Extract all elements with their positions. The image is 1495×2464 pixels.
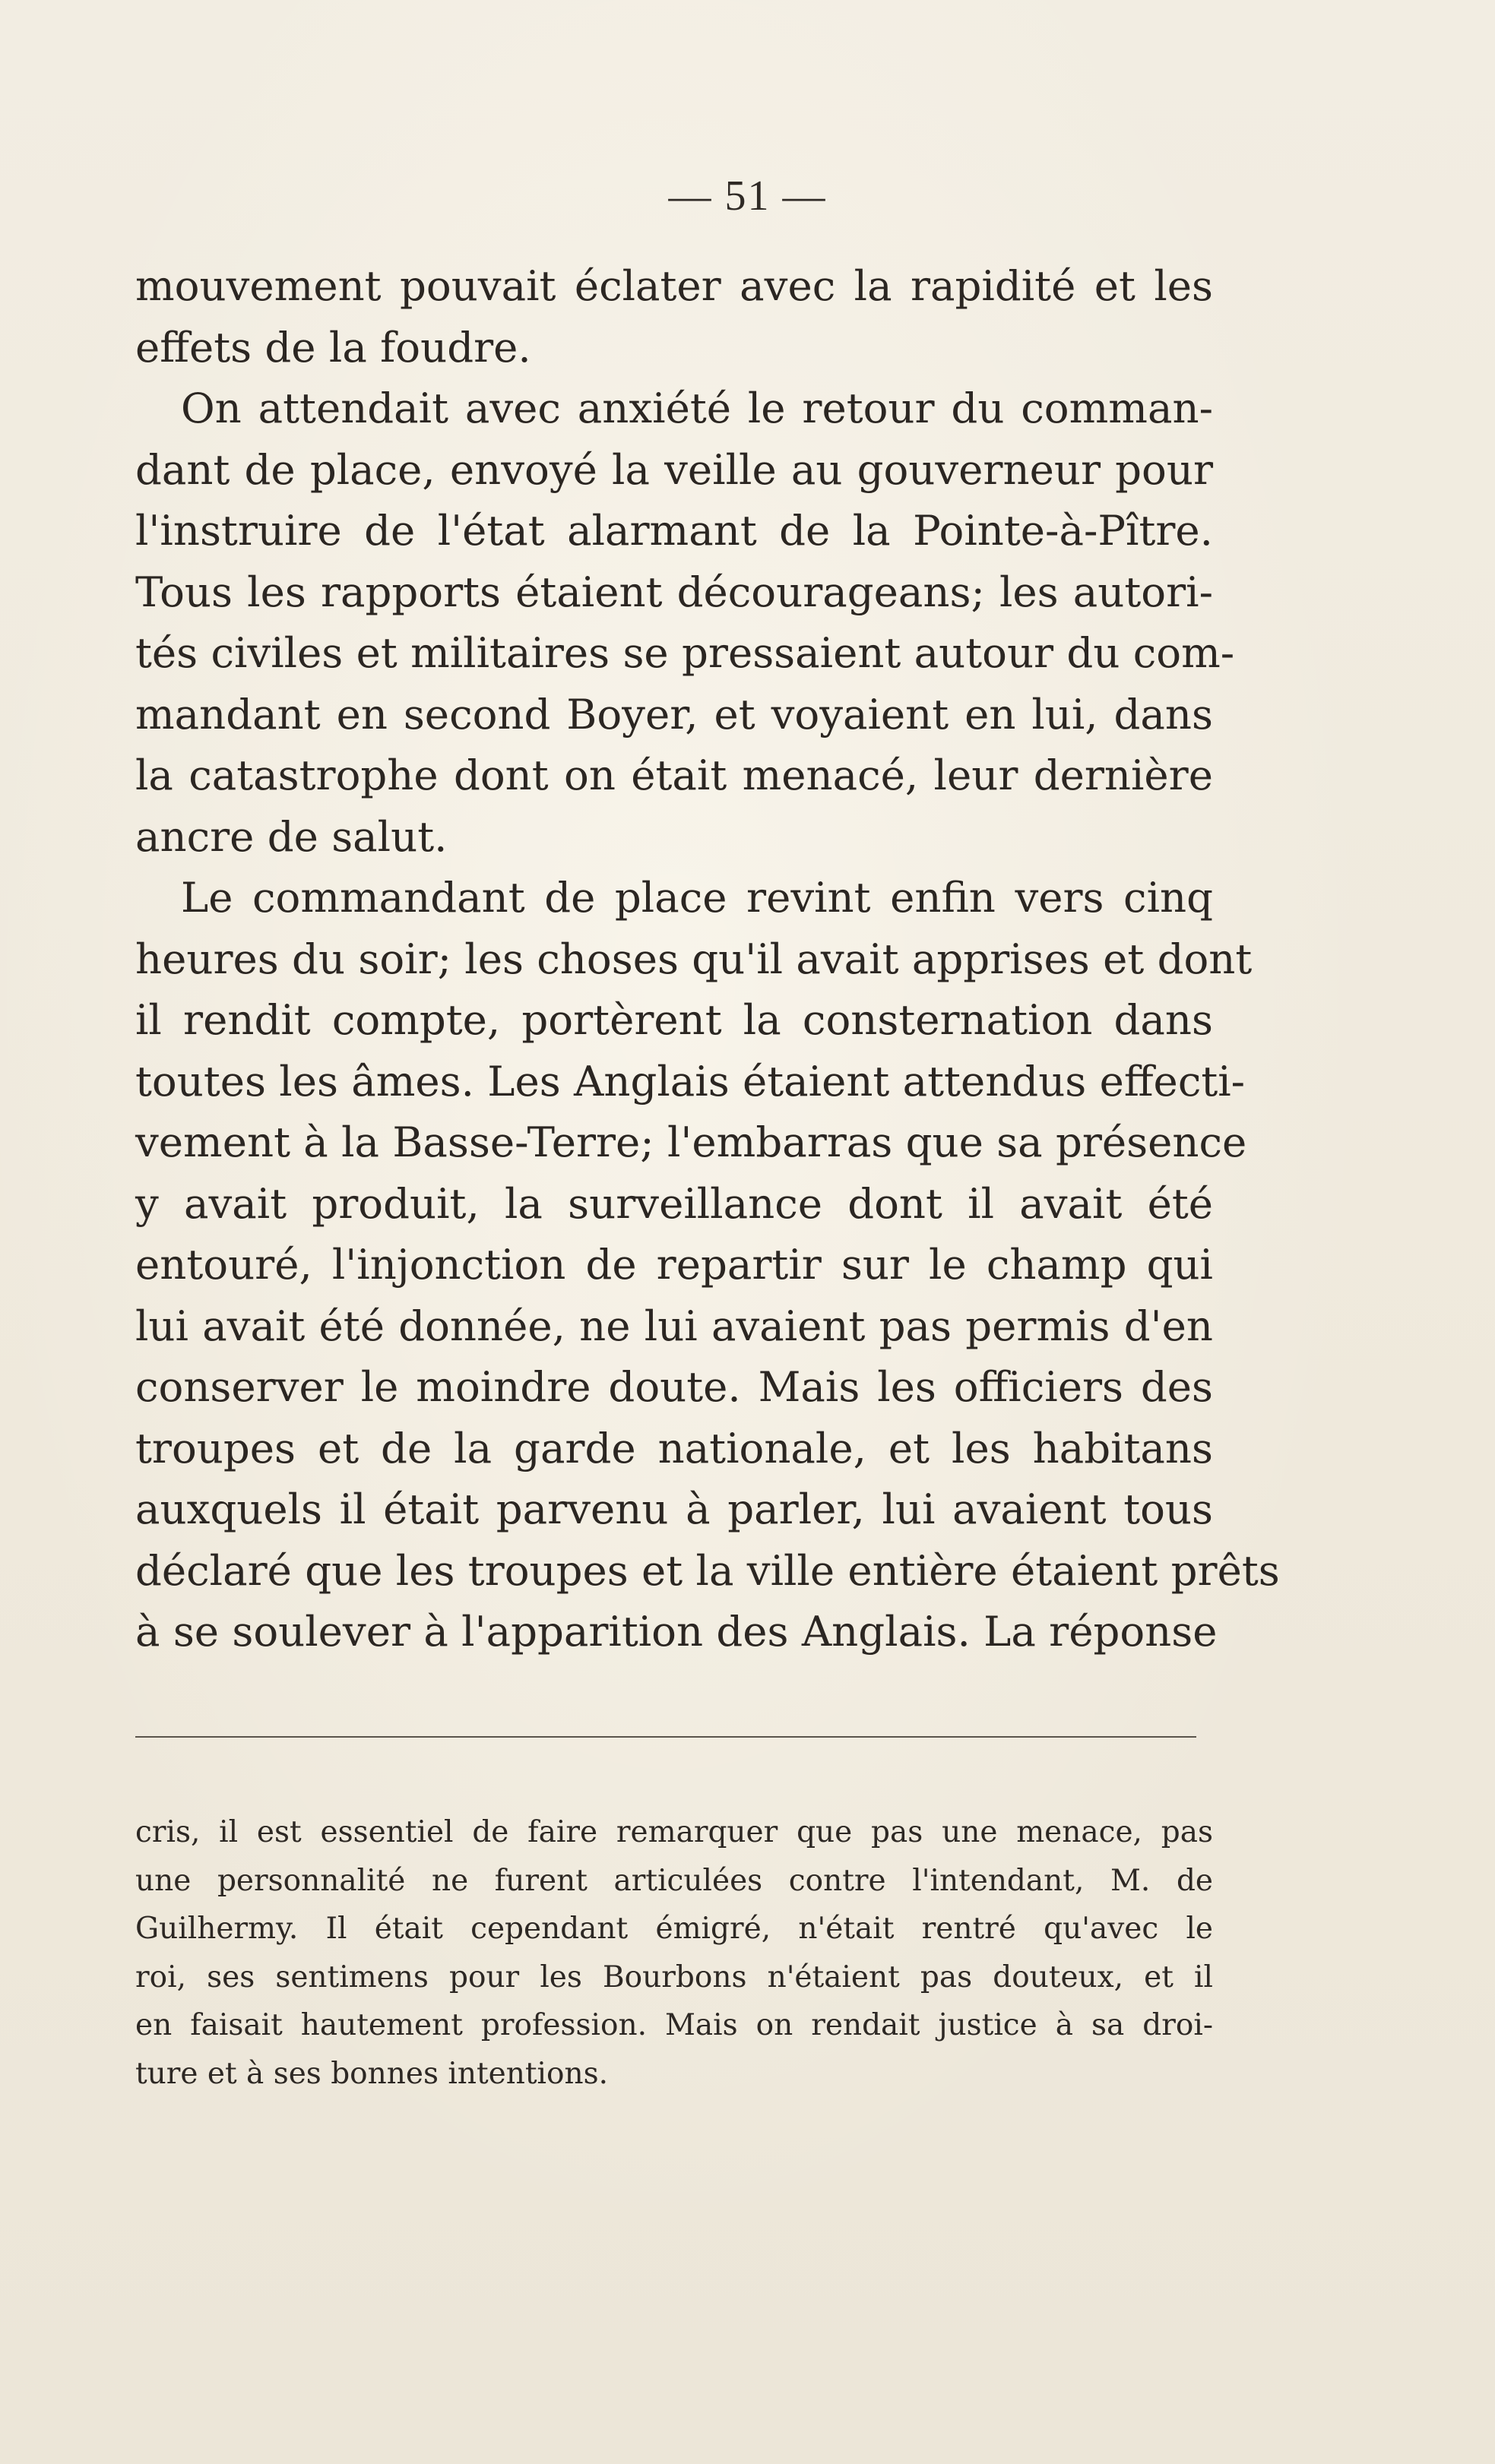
body-line: tés civiles et militaires se pressaient autour du com- [135,628,1235,677]
body-line: la catastrophe dont on était menacé, leur dernière [135,751,1213,799]
body-line: Le commandant de place revint enfin vers cinq [181,873,1213,922]
footnote-line: Guilhermy. Il était cependant émigré, n'était rentré qu'avec le [135,1912,1213,1946]
page-number: — 51 — [668,172,827,220]
footnote-line: roi, ses sentimens pour les Bourbons n'étaient pas douteux, et il [135,1959,1213,1994]
footnote-line: en faisait hautement profession. Mais on rendait justice à sa droi- [135,2008,1213,2042]
body-line: il rendit compte, portèrent la consternation dans [135,995,1213,1044]
footnote-line: une personnalité ne furent articulées contre l'intendant, M. de [135,1863,1213,1898]
body-line: ancre de salut. [135,811,448,861]
footnote-line: ture et à ses bonnes intentions. [135,2056,609,2091]
body-line: entouré, l'injonction de repartir sur le champ qui [135,1240,1213,1289]
body-line: y avait produit, la surveillance dont il avait été [135,1178,1213,1228]
body-line: vement à la Basse-Terre; l'embarras que sa présence [135,1118,1247,1166]
body-line: On attendait avec anxiété le retour du comman- [181,384,1213,432]
body-line: à se soulever à l'apparition des Anglais. La réponse [135,1607,1218,1656]
body-line: mouvement pouvait éclater avec la rapidité et les [135,261,1213,310]
footnote-text [135,1808,1213,2098]
body-text [135,255,1280,1662]
body-line: toutes les âmes. Les Anglais étaient attendus effecti- [135,1056,1246,1105]
body-line: heures du soir; les choses qu'il avait apprises et dont [135,934,1253,983]
body-line: conserver le moindre doute. Mais les officiers des [135,1362,1213,1411]
body-line: effets de la foudre. [135,322,531,372]
body-line: Tous les rapports étaient décourageans; les autori- [135,567,1213,616]
footnote-divider [135,1736,1196,1738]
footnote-line: cris, il est essentiel de faire remarquer que pas une menace, pas [135,1815,1213,1849]
body-line: lui avait été donnée, ne lui avaient pas permis d'en [135,1301,1213,1350]
body-line: déclaré que les troupes et la ville entière étaient prêts [135,1545,1280,1595]
body-line: troupes et de la garde nationale, et les habitans [135,1423,1213,1472]
body-line: mandant en second Boyer, et voyaient en lui, dans [135,689,1213,739]
body-line: dant de place, envoyé la veille au gouverneur pour [135,444,1213,494]
body-line: auxquels il était parvenu à parler, lui avaient tous [135,1485,1213,1533]
body-line: l'instruire de l'état alarmant de la Pointe-à-Pître. [135,506,1213,555]
